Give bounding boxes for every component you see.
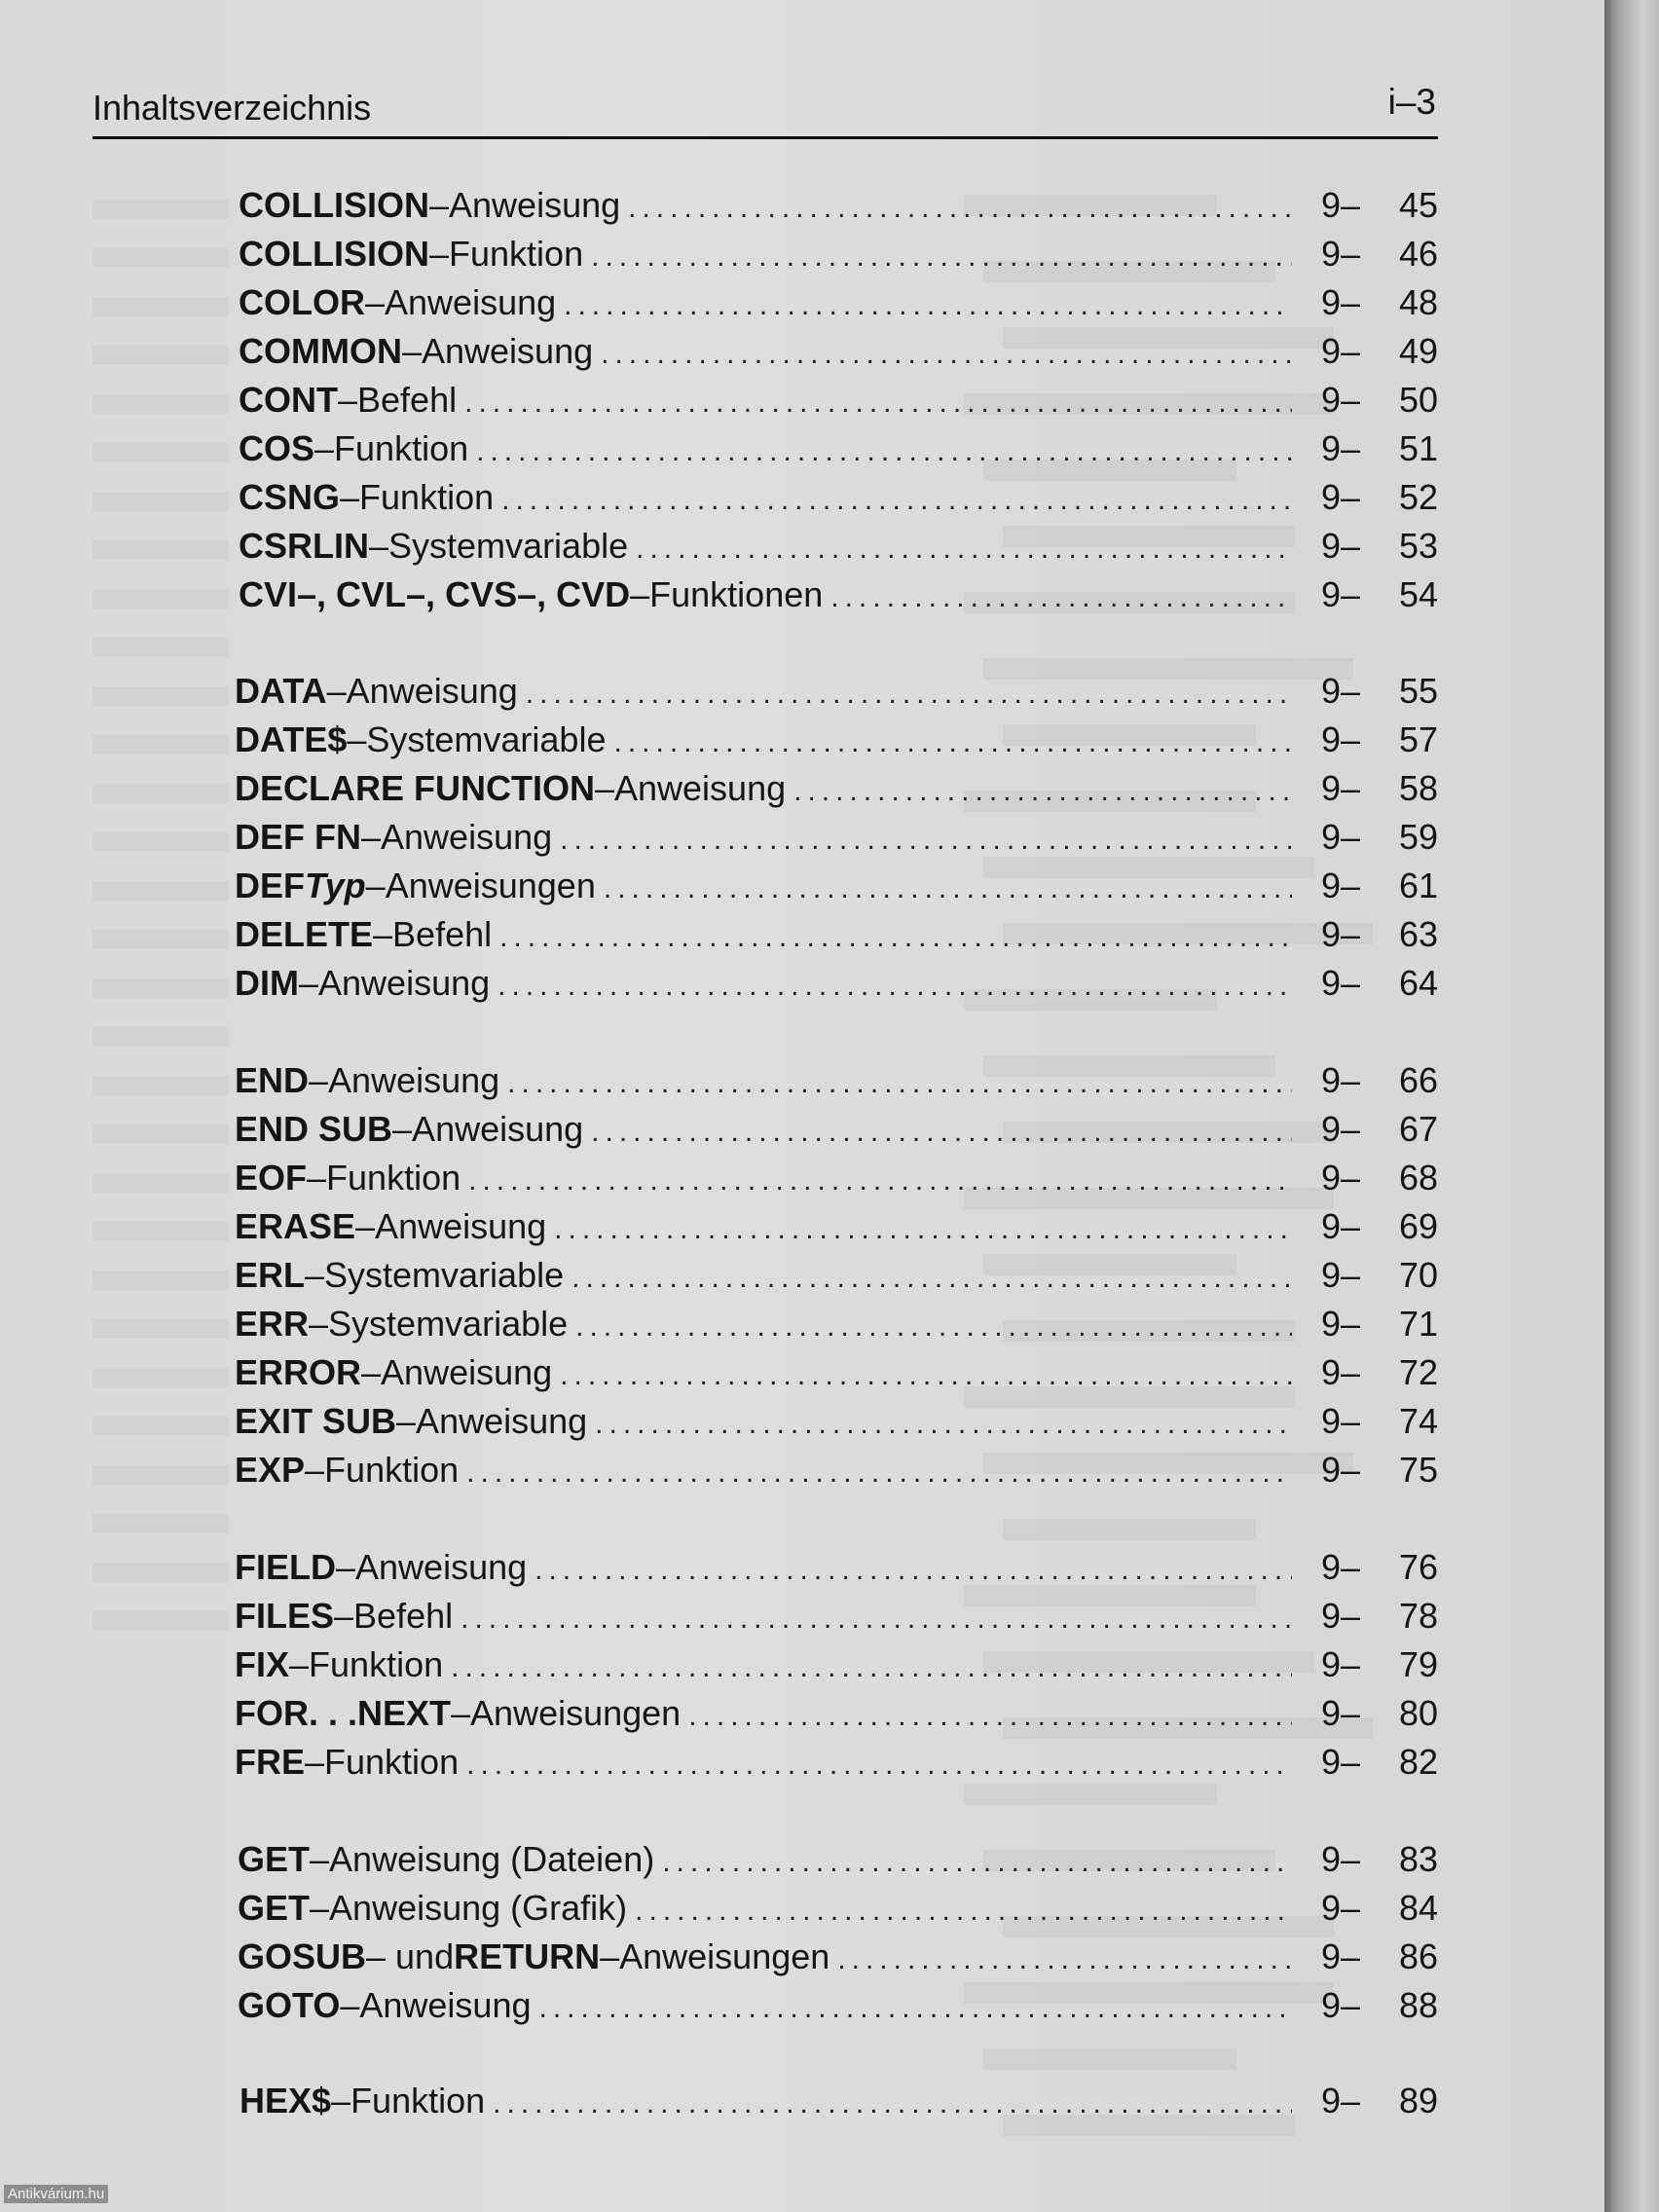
page-number: 82	[1398, 1742, 1438, 1782]
dot-leader	[466, 1749, 1292, 1782]
chapter-number: 9–	[1321, 574, 1361, 614]
chapter-number: 9–	[1321, 1742, 1361, 1782]
entry-keyword: CVI–, CVL–, CVS–, CVD	[239, 574, 631, 614]
dot-leader	[636, 533, 1292, 566]
toc-entry	[239, 526, 1438, 572]
toc-entry	[235, 768, 1438, 815]
dot-leader	[476, 435, 1292, 468]
dot-leader	[575, 1310, 1292, 1344]
entry-description-secondary: –Anweisungen	[600, 1936, 830, 1976]
toc-entry	[235, 1060, 1438, 1107]
page-number: 75	[1398, 1450, 1438, 1490]
entry-description: –Anweisung	[361, 817, 553, 857]
page-number: 54	[1398, 574, 1438, 614]
entry-keyword: GET	[238, 1888, 311, 1928]
entry-description: –Anweisung	[365, 282, 557, 322]
toc-entry	[235, 1401, 1438, 1448]
entry-keyword: COLLISION	[239, 234, 429, 274]
entry-description: –Befehl	[334, 1596, 454, 1636]
entry-keyword: HEX$	[240, 2081, 332, 2120]
toc-entry	[239, 234, 1438, 280]
page-number: 55	[1398, 671, 1438, 711]
entry-description: –Anweisung	[340, 1985, 532, 2025]
entry-keyword: DEF	[235, 866, 305, 905]
chapter-number: 9–	[1321, 1109, 1361, 1149]
toc-entry	[239, 428, 1438, 475]
page-number: 79	[1398, 1644, 1438, 1684]
chapter-number: 9–	[1321, 1644, 1361, 1684]
toc-entry	[235, 1596, 1438, 1642]
toc-entry	[235, 1206, 1438, 1253]
toc-entry	[235, 817, 1438, 864]
chapter-number: 9–	[1321, 963, 1361, 1003]
toc-entry	[235, 1742, 1438, 1788]
entry-description: –Anweisungen	[451, 1693, 682, 1733]
entry-description: – und	[366, 1936, 455, 1976]
dot-leader	[591, 1116, 1292, 1149]
dot-leader	[554, 1213, 1292, 1246]
entry-description: –Funktionen	[630, 574, 824, 614]
dot-leader	[501, 484, 1292, 517]
dot-leader	[604, 872, 1292, 905]
chapter-number: 9–	[1321, 380, 1361, 420]
toc-entry	[235, 963, 1438, 1010]
entry-description: –Funktion	[314, 428, 469, 468]
entry-description: –Funktion	[305, 1450, 460, 1490]
page-number: 83	[1398, 1839, 1438, 1879]
entry-keyword: FOR. . .NEXT	[235, 1693, 452, 1733]
toc-entry	[239, 331, 1438, 378]
chapter-number: 9–	[1321, 719, 1361, 759]
entry-keyword: FRE	[235, 1742, 305, 1782]
entry-description: –Systemvariable	[369, 526, 629, 566]
dot-leader	[628, 192, 1292, 225]
entry-description: –Anweisung	[361, 1352, 553, 1392]
dot-leader	[507, 1067, 1292, 1100]
dot-leader	[793, 775, 1292, 808]
entry-keyword: COMMON	[239, 331, 402, 371]
chapter-number: 9–	[1321, 1693, 1361, 1733]
page-number: 80	[1398, 1693, 1438, 1733]
chapter-number: 9–	[1321, 1352, 1361, 1392]
entry-keyword: EOF	[235, 1158, 308, 1198]
chapter-number: 9–	[1321, 768, 1361, 808]
entry-keyword: GOSUB	[238, 1936, 367, 1976]
dot-leader	[837, 1943, 1292, 1976]
toc-entry	[239, 380, 1438, 426]
page-edge	[1604, 0, 1659, 2212]
dot-leader	[499, 921, 1292, 954]
chapter-number: 9–	[1321, 914, 1361, 954]
dot-leader	[451, 1651, 1292, 1684]
page-number: 45	[1398, 185, 1438, 225]
page-number: 72	[1398, 1352, 1438, 1392]
toc-entry	[239, 185, 1438, 232]
page-number: 70	[1398, 1255, 1438, 1295]
page-number: 84	[1398, 1888, 1438, 1928]
page-number: 71	[1398, 1304, 1438, 1344]
entry-keyword: ERR	[235, 1304, 310, 1344]
entry-keyword: ERL	[235, 1255, 305, 1295]
entry-description: –Anweisung	[594, 768, 787, 808]
chapter-number: 9–	[1321, 1401, 1361, 1441]
entry-description: –Systemvariable	[305, 1255, 565, 1295]
entry-keyword: FILES	[235, 1596, 335, 1636]
page-number: 89	[1398, 2081, 1438, 2120]
entry-keyword: CONT	[239, 380, 338, 420]
entry-description: –Funktion	[307, 1158, 461, 1198]
dot-leader	[591, 240, 1292, 274]
toc-entry	[235, 1158, 1438, 1204]
dot-leader	[466, 1456, 1292, 1490]
entry-description: –Anweisungen	[365, 866, 596, 905]
chapter-number: 9–	[1321, 477, 1361, 517]
chapter-number: 9–	[1321, 866, 1361, 905]
chapter-number: 9–	[1321, 282, 1361, 322]
dot-leader	[564, 289, 1292, 322]
entry-keyword: EXIT SUB	[235, 1401, 397, 1441]
page-number: 68	[1398, 1158, 1438, 1198]
toc-entry	[235, 1255, 1438, 1302]
toc-entry	[235, 719, 1438, 766]
chapter-number: 9–	[1321, 428, 1361, 468]
dot-leader	[535, 1554, 1292, 1587]
page-number: 53	[1398, 526, 1438, 566]
page-number: 69	[1398, 1206, 1438, 1246]
page-number: 76	[1398, 1547, 1438, 1587]
dot-leader	[571, 1262, 1292, 1295]
page-number: 46	[1398, 234, 1438, 274]
dot-leader	[635, 1895, 1292, 1928]
chapter-number: 9–	[1321, 1839, 1361, 1879]
page-number: 50	[1398, 380, 1438, 420]
page-number: 49	[1398, 331, 1438, 371]
dot-leader	[601, 338, 1292, 371]
entry-keyword: DECLARE FUNCTION	[235, 768, 595, 808]
toc-entry	[235, 866, 1438, 912]
toc-entry	[235, 1693, 1438, 1740]
toc-entry	[235, 671, 1438, 718]
entry-description: –Anweisung (Dateien)	[310, 1839, 655, 1879]
chapter-number: 9–	[1321, 526, 1361, 566]
page-number: 59	[1398, 817, 1438, 857]
entry-keyword: ERROR	[235, 1352, 362, 1392]
entry-keyword: ERASE	[235, 1206, 356, 1246]
entry-keyword: DATE$	[235, 719, 348, 759]
chapter-number: 9–	[1321, 1596, 1361, 1636]
chapter-number: 9–	[1321, 1985, 1361, 2025]
entry-keyword: DIM	[235, 963, 299, 1003]
dot-leader	[461, 1603, 1292, 1636]
toc-entry	[235, 1644, 1438, 1691]
toc-entry	[235, 1450, 1438, 1496]
entry-keyword: CSRLIN	[239, 526, 369, 566]
entry-keyword: FIX	[235, 1644, 290, 1684]
dot-leader	[539, 1992, 1293, 2025]
page-number: 67	[1398, 1109, 1438, 1149]
entry-description: –Funktion	[305, 1742, 460, 1782]
entry-description: –Systemvariable	[309, 1304, 569, 1344]
chapter-number: 9–	[1321, 671, 1361, 711]
entry-keyword: GOTO	[238, 1985, 341, 2025]
chapter-number: 9–	[1321, 1255, 1361, 1295]
dot-leader	[560, 824, 1292, 857]
entry-description: –Funktion	[429, 234, 584, 274]
entry-description: –Anweisung	[392, 1109, 584, 1149]
entry-keyword: DELETE	[235, 914, 374, 954]
entry-keyword: COLOR	[239, 282, 365, 322]
dot-leader	[464, 387, 1292, 420]
toc-entry	[238, 1839, 1438, 1886]
entry-description: –Anweisung	[355, 1206, 547, 1246]
dot-leader	[498, 970, 1292, 1003]
chapter-number: 9–	[1321, 817, 1361, 857]
chapter-number: 9–	[1321, 1206, 1361, 1246]
entry-keyword-italic: Typ	[305, 866, 366, 905]
toc-entry	[240, 2081, 1438, 2127]
toc-entry	[239, 574, 1438, 621]
dot-leader	[493, 2087, 1292, 2120]
entry-keyword: EXP	[235, 1450, 306, 1490]
entry-description: –Funktion	[289, 1644, 444, 1684]
header-title: Inhaltsverzeichnis	[92, 88, 372, 128]
chapter-number: 9–	[1321, 185, 1361, 225]
chapter-number: 9–	[1321, 1060, 1361, 1100]
entry-keyword: DEF FN	[235, 817, 361, 857]
entry-keyword: DATA	[235, 671, 327, 711]
entry-description: –Anweisung	[429, 185, 621, 225]
toc-entry	[239, 282, 1438, 329]
entry-description: –Anweisung	[299, 963, 491, 1003]
dot-leader	[688, 1700, 1292, 1733]
entry-description: –Anweisung	[401, 331, 594, 371]
header-page-number: i–3	[1387, 82, 1436, 122]
toc-entry	[238, 1936, 1438, 1983]
toc-entry	[238, 1888, 1438, 1935]
page-number: 63	[1398, 914, 1438, 954]
page-number: 86	[1398, 1936, 1438, 1976]
entry-keyword: COS	[239, 428, 315, 468]
entry-description: –Systemvariable	[347, 719, 607, 759]
page-number: 64	[1398, 963, 1438, 1003]
toc-entry	[235, 1304, 1438, 1350]
chapter-number: 9–	[1321, 331, 1361, 371]
entry-keyword: END	[235, 1060, 310, 1100]
entry-description: –Anweisung	[309, 1060, 500, 1100]
dot-leader	[468, 1164, 1292, 1198]
chapter-number: 9–	[1321, 1450, 1361, 1490]
page-number: 48	[1398, 282, 1438, 322]
chapter-number: 9–	[1321, 2081, 1361, 2120]
page-number: 51	[1398, 428, 1438, 468]
entry-keyword: COLLISION	[239, 185, 429, 225]
page-number: 58	[1398, 768, 1438, 808]
entry-description: –Befehl	[373, 914, 493, 954]
entry-keyword: CSNG	[239, 477, 341, 517]
dot-leader	[526, 678, 1292, 711]
entry-keyword: END SUB	[235, 1109, 393, 1149]
entry-description: –Befehl	[338, 380, 458, 420]
page-number: 52	[1398, 477, 1438, 517]
chapter-number: 9–	[1321, 1304, 1361, 1344]
toc-entry	[238, 1985, 1438, 2032]
dot-leader	[830, 581, 1292, 614]
watermark: Antikvárium.hu	[4, 2185, 108, 2203]
entry-keyword: GET	[238, 1839, 311, 1879]
dot-leader	[595, 1408, 1292, 1441]
entry-description: –Anweisung	[396, 1401, 588, 1441]
entry-description: –Anweisung (Grafik)	[310, 1888, 628, 1928]
dot-leader	[560, 1359, 1292, 1392]
page-number: 57	[1398, 719, 1438, 759]
entry-description: –Funktion	[340, 477, 495, 517]
entry-description: –Funktion	[331, 2081, 486, 2120]
chapter-number: 9–	[1321, 234, 1361, 274]
chapter-number: 9–	[1321, 1547, 1361, 1587]
toc-entry	[235, 1352, 1438, 1399]
chapter-number: 9–	[1321, 1888, 1361, 1928]
page-number: 66	[1398, 1060, 1438, 1100]
dot-leader	[613, 726, 1292, 759]
entry-keyword: FIELD	[235, 1547, 336, 1587]
page-number: 61	[1398, 866, 1438, 905]
chapter-number: 9–	[1321, 1936, 1361, 1976]
entry-description: –Anweisung	[336, 1547, 528, 1587]
toc-entry	[239, 477, 1438, 524]
toc-entry	[235, 1547, 1438, 1594]
page-number: 88	[1398, 1985, 1438, 2025]
chapter-number: 9–	[1321, 1158, 1361, 1198]
entry-description: –Anweisung	[326, 671, 518, 711]
toc-entry	[235, 914, 1438, 961]
page-number: 78	[1398, 1596, 1438, 1636]
page-number: 74	[1398, 1401, 1438, 1441]
entry-keyword-secondary: RETURN	[454, 1936, 601, 1976]
dot-leader	[662, 1846, 1292, 1879]
toc-entry	[235, 1109, 1438, 1156]
